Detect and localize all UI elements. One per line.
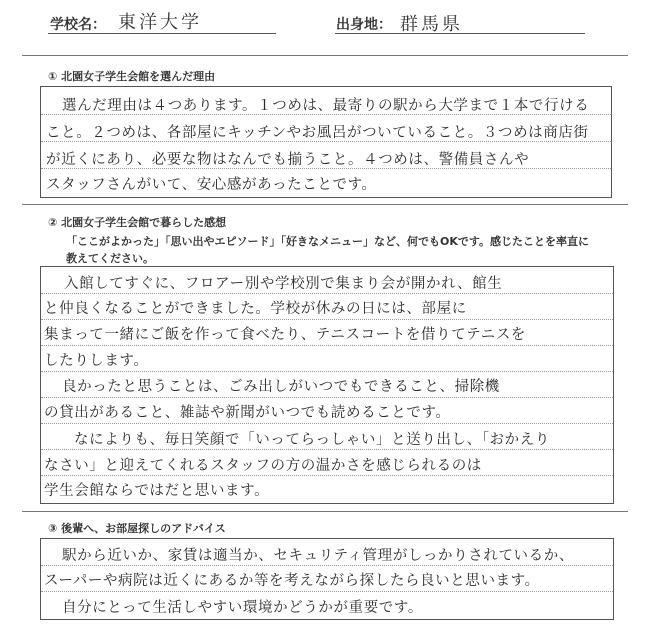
section2-divider (22, 511, 628, 512)
section2-line: と仲良くなることができました。学校が休みの日には、部屋に (44, 301, 467, 317)
section2-line: なによりも、毎日笑顔で「いってらっしゃい」と送り出し、「おかえり (74, 432, 550, 448)
section3-line: 駅から近いか、家賃は適当か、セキュリティ管理がしっかりされているか、 (62, 548, 574, 564)
section2-line: したりします。 (44, 353, 149, 369)
hometown-label: 出身地： (336, 17, 392, 33)
section2-line: 学生会館ならではだと思います。 (44, 483, 270, 499)
section3-line: 自分にとって生活しやすい環境かどうかが重要です。 (62, 600, 423, 616)
section2-instruction-2: 教えてください。 (66, 252, 154, 265)
section3-line: スーパーや病院は近くにあるか等を考えながら探したら良いと思います。 (44, 573, 540, 589)
section2-line: 集まって一緒にご飯を作って食べたり、テニスコートを借りてテニスを (44, 327, 527, 343)
section3-title: ③ 後輩へ、お部屋探しのアドバイス (48, 522, 226, 535)
section1-title: ① 北園女子学生会館を選んだ理由 (48, 70, 216, 83)
section2-line: の貸出があること、雑誌や新聞がいつでも読めることです。 (44, 405, 451, 421)
section1-line: 選んだ理由は４つあります。１つめは、最寄りの駅から大学まで１本で行ける (62, 98, 590, 114)
hometown-value: 群馬県 (400, 14, 463, 35)
section2-instruction-1: 「ここがよかった」「思い出やエピソード」「好きなメニュー」など、何でもOKです。感じたことを率直に (66, 235, 589, 248)
section2-line: なさい」と迎えてくれるスタッフの方の温かさを感じられるのは (44, 458, 482, 474)
section2-line: 入館してすぐに、フロアー別や学校別で集まり会が開かれ、館生 (64, 276, 503, 292)
school-underline (48, 33, 276, 34)
section1-line: こと。２つめは、各部屋にキッチンやお風呂がついていること。３つめは商店街 (46, 125, 589, 141)
school-label: 学校名： (50, 17, 106, 33)
section2-line: 良かったと思うことは、ごみ出しがいつでもできること、掃除機 (62, 379, 500, 395)
section1-divider (22, 204, 628, 205)
school-value: 東洋大学 (118, 12, 202, 33)
section1-line: スタッフさんがいて、安心感があったことです。 (46, 177, 377, 193)
hometown-underline (335, 33, 585, 34)
section2-title: ② 北園女子学生会館で暮らした感想 (48, 216, 227, 229)
top-divider (22, 55, 628, 56)
section1-line: が近くにあり、必要な物はなんでも揃うこと。４つめは、警備員さんや (46, 152, 530, 168)
